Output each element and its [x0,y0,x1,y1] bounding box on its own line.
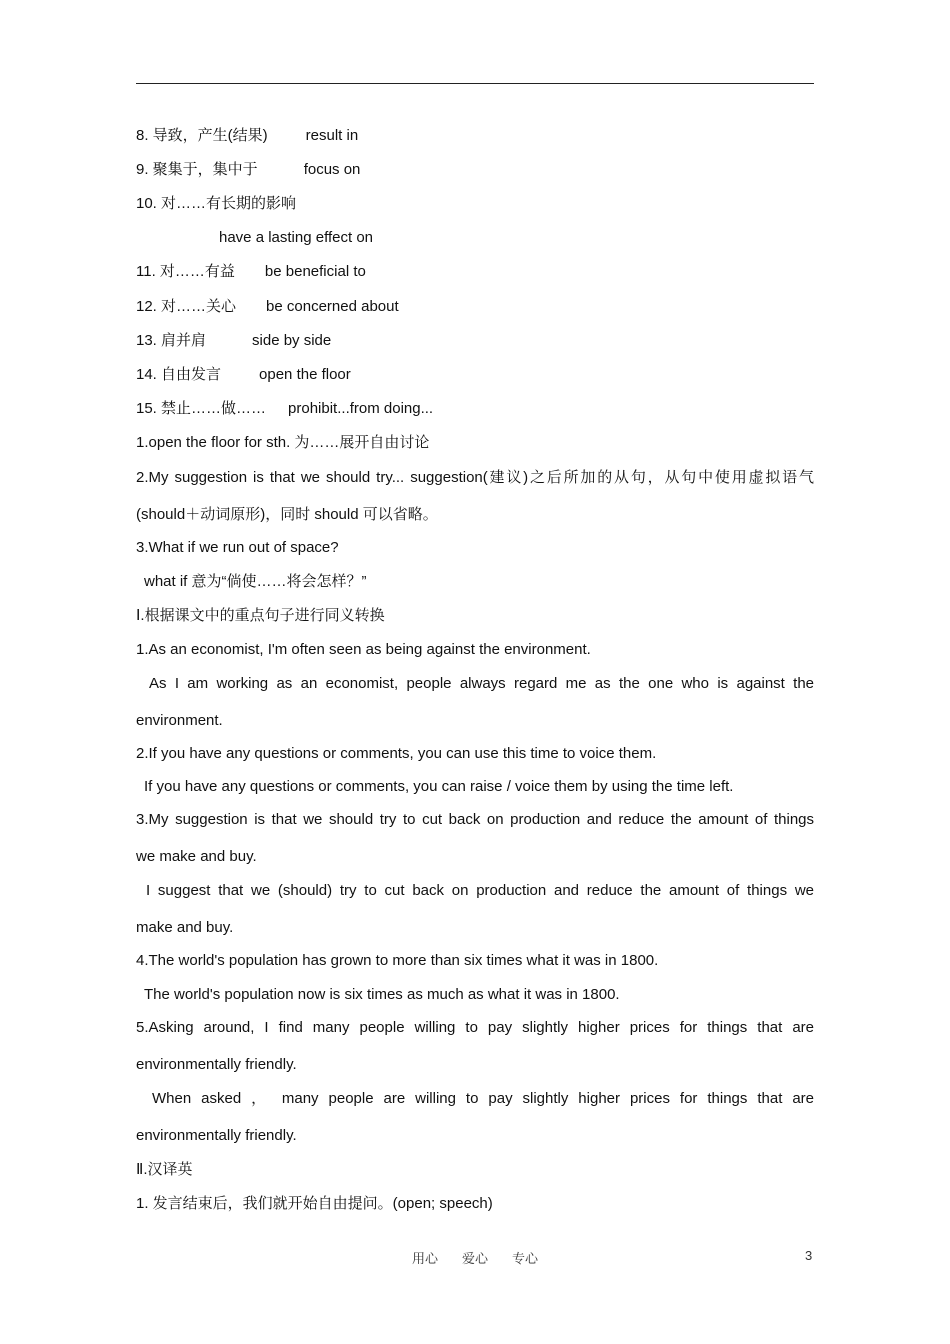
s1-q3-cont: we make and buy. [136,848,257,865]
phrase-15: 15. 禁止……做…… prohibit...from doing... [136,400,434,417]
footer-word-3: 专心 [512,1251,539,1266]
phrase-11: 11. 对……有益 be beneficial to [136,263,366,280]
s1-a1-cont: environment. [136,712,223,729]
s1-a3-cont: make and buy. [136,919,234,936]
phrase-13: 13. 肩并肩 side by side [136,332,332,349]
s1-a1: As I am working as an economist, people always regard me as the one who is against the [149,675,815,692]
footer-word-2: 爱心 [461,1251,488,1266]
header-rule [136,83,814,84]
phrase-9: 9. 聚集于，集中于 focus on [136,161,361,178]
s1-q3: 3.My suggestion is that we should try to cut back on production and reduce the amount of things [136,811,814,828]
s1-a4: The world's population now is six times as much as what it was in 1800. [144,986,620,1003]
note-2: 2.My suggestion is that we should try... suggestion(建议)之后所加的从句，从句中使用虚拟语气 [136,469,814,486]
section-1-heading: Ⅰ.根据课文中的重点句子进行同义转换 [136,607,385,624]
phrase-10: 10. 对……有长期的影响 [136,195,297,212]
s2-q1: 1. 发言结束后，我们就开始自由提问。(open; speech) [136,1195,493,1212]
s1-a5-cont: environmentally friendly. [136,1127,297,1144]
note-3: 3.What if we run out of space? [136,539,339,556]
s1-q1: 1.As an economist, I'm often seen as being against the environment. [136,641,591,658]
s1-q2: 2.If you have any questions or comments, you can use this time to voice them. [136,745,657,762]
s1-q5: 5.Asking around, I find many people willing to pay slightly higher prices for things that are [136,1019,814,1036]
note-3-explain: what if 意为“倘使……将会怎样？” [144,573,367,590]
phrase-14: 14. 自由发言 open the floor [136,366,351,383]
s1-q4: 4.The world's population has grown to more than six times what it was in 1800. [136,952,659,969]
note-2-cont: (should＋动词原形)，同时 should 可以省略。 [136,506,438,523]
phrase-10-en: have a lasting effect on [219,229,373,246]
s1-a5: When asked ， many people are willing to pay slightly higher prices for things that are [152,1090,814,1107]
note-1: 1.open the floor for sth. 为……展开自由讨论 [136,434,430,451]
s1-a2: If you have any questions or comments, you can raise / voice them by using the time left. [144,778,734,795]
footer-word-1: 用心 [411,1251,438,1266]
phrase-8: 8. 导致，产生(结果) result in [136,127,359,144]
phrase-12: 12. 对……关心 be concerned about [136,298,399,315]
s1-a3: I suggest that we (should) try to cut back on production and reduce the amount of things we [146,882,815,899]
section-2-heading: Ⅱ.汉译英 [136,1161,193,1178]
s1-q5-cont: environmentally friendly. [136,1056,297,1073]
page-number: 3 [805,1248,813,1263]
